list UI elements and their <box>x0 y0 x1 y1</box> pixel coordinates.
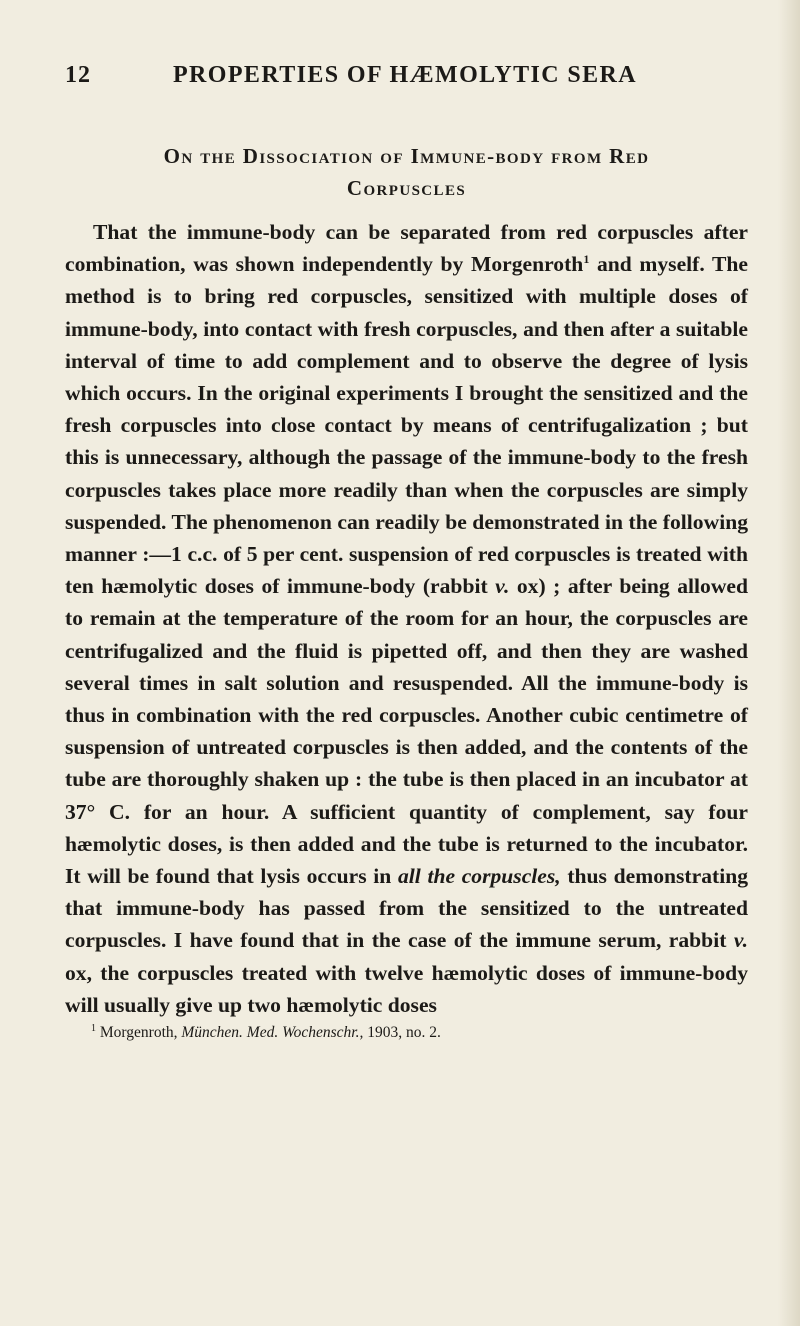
italic-phrase: all the corpuscles, <box>397 864 561 889</box>
footnote-details: 1903, no. 2. <box>363 1024 441 1042</box>
paragraph-part5: ox, the corpuscles treated with twelve hæmolytic doses of immune-body will usually give up two hæmolytic doses <box>65 960 748 1017</box>
paragraph-part1: That the immune-body can be separated from red corpuscles after combination, was shown independently by Morgenroth <box>65 220 748 277</box>
italic-versus-2: v. <box>733 928 748 953</box>
page-number: 12 <box>65 62 91 88</box>
footnote <box>65 1023 748 1043</box>
body-paragraph <box>65 216 748 1021</box>
section-title-line2: Corpuscles <box>346 176 467 200</box>
footnote-author: Morgenroth, <box>96 1024 182 1042</box>
footnote-journal: München. Med. Wochenschr., <box>181 1024 364 1042</box>
footnote-marker: 1 <box>91 1022 96 1034</box>
section-title <box>65 140 748 204</box>
footnote-reference: 1 <box>583 252 590 267</box>
paragraph-part2: and myself. The method is to bring red corpuscles, sensitized with multiple doses of immune-body, into contact with fresh corpuscles, and then after a suitable interval of time to add complement and to observe the degree of lysis which occurs. In the original experiments I brought the sensitized and the fresh corpuscles into close contact by means of centrifugalization ; but this is unnecessary, although the passage of the immune-body to the fresh corpuscles takes place more readily than when the corpuscles are simply suspended. The phenomenon can readily be demonstrated in the following manner :—1 c.c. of 5 per cent. suspension of red corpuscles is treated with ten hæmolytic doses of immune-body (rabbit <box>65 252 748 599</box>
running-head <box>65 52 748 100</box>
running-head-title: PROPERTIES OF HÆMOLYTIC SERA <box>173 62 637 88</box>
page-edge-shadow <box>778 0 800 1326</box>
paragraph-part3: ox) ; after being allowed to remain at the temperature of the room for an hour, the corpuscles are centrifugalized and the fluid is pipetted off, and then they are washed several times in salt solution and resuspended. All the immune-body is thus in combination with the red corpuscles. Another cubic centimetre of suspension of untreated corpuscles is then added, and the contents of the tube are thoroughly shaken up : the tube is then placed in an incubator at 37° C. for an hour. A sufficient quantity of complement, say four hæmolytic doses, is then added and the tube is returned to the incubator. It will be found that lysis occurs in <box>65 574 749 889</box>
italic-versus-1: v. <box>495 574 510 599</box>
paragraph-part4: thus demonstrating that immune-body has passed from the sensitized to the untreated corpuscles. I have found that in the case of the immune serum, rabbit <box>65 864 748 953</box>
section-title-line1: On the Dissociation of Immune-body from Red <box>163 144 650 168</box>
